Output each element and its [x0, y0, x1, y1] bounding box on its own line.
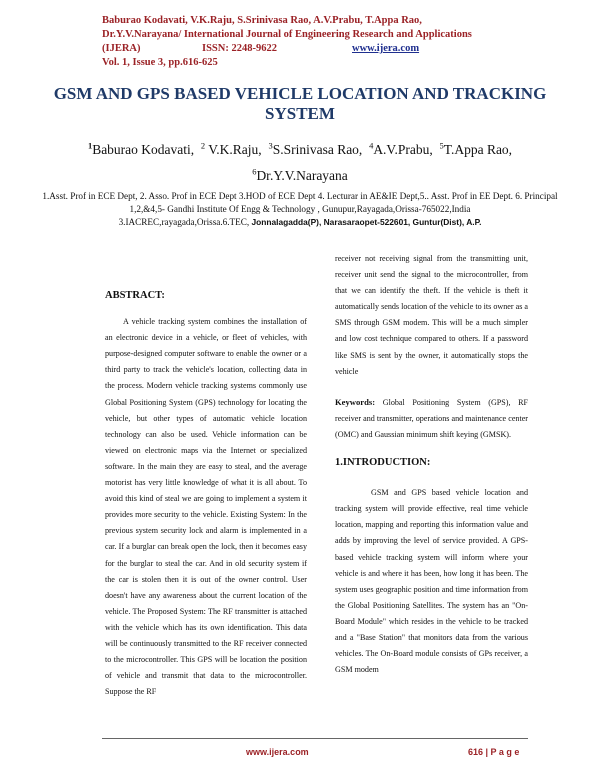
author: $^2$ V.K.Raju,: [200, 140, 262, 157]
running-header-journal: Dr.Y.V.Narayana/ International Journal of Engineering Research and Applications: [102, 29, 472, 40]
author: $^1$Baburao Kodavati,: [87, 140, 195, 157]
right-column: [335, 251, 528, 678]
journal-abbreviation: (IJERA): [102, 43, 141, 54]
abstract-text: A vehicle tracking system combines the installation of an electronic device in a vehicle, or fleet of vehicles, with purpose-designed computer software to enable the owner or a third party to track the vehicle's location, collecting data in the process. Modern vehicle tracking systems commonly use Global Positioning System (GPS) technology for locating the vehicle, but other types of automatic vehicle location technology can also be used. Vehicle information can be viewed on electronic maps via the Internet or specialized software. In the main they are easy to steal, and the average motorist has very little knowledge of what it is all about. To avoid this kind of steal we are going to implement a system it provides more security to the vehicle. Existing System: In the previous system security lock and alarm is implemented in a car. If a burglar can break open the lock, then it becomes easy for the burglar to steal the car. And in old security system if the car is stolen then it is out of the owner control. User doesn't have any awareness about the current location of the vehicle. The Proposed System: The RF transmitter is attached with the vehicle which has its own identification. This data will be continuously transmitted to the RF receiver connected to the microcontroller. This GPS will be location the position of vehicle and transmit that data to the microcontroller. Suppose the RF: [105, 317, 307, 697]
page-number: 616 | P a g e: [468, 747, 520, 757]
volume-issue: Vol. 1, Issue 3, pp.616-625: [102, 57, 218, 68]
affiliation-institute: 1,2,&4,5- Gandhi Institute Of Engg & Technology , Gunupur,Rayagada,Orissa-765022,India: [129, 204, 471, 215]
left-column: [105, 288, 307, 700]
author-list: [40, 134, 560, 187]
introduction-text: GSM and GPS based vehicle location and tracking system will provide effective, real time vehicle location, mapping and reporting this information value and adds by improving the level of service provided. A GPS-based vehicle tracking system will inform where your vehicle is and where it has been, how long it has been. The system uses geographic position and time information from the Global Positioning Satellites. The system has an "On-Board Module" which resides in the vehicle to be tracked and a "Base Station" that monitors data from the various vehicles. The On-Board module consists of GPs receiver, a GSM modem: [335, 488, 528, 675]
keywords-text: Global Positioning System (GPS), RF receiver and transmitter, operations and maintenance center (OMC) and Gaussian minimum shift keying (GMSK).: [335, 397, 529, 439]
abstract-continued: receiver not receiving signal from the transmitting unit, receiver unit send the signal to the microcontroller, from that we can identify the theft. If the vehicle is theft it automatically sends location of the vehicle to its owner as a SMS through GSM modem. This will be a much simpler and low cost technique compared to others. If a password like SMS is sent by the owner, it automatically stops the vehicle: [335, 254, 528, 376]
keywords: [335, 394, 528, 443]
running-header-issn-line: [102, 42, 419, 55]
journal-website-link[interactable]: www.ijera.com: [352, 43, 420, 54]
author: $^6$Dr.Y.V.Narayana: [252, 166, 348, 183]
abstract-heading: ABSTRACT:: [105, 290, 165, 301]
author: $^3$S.Srinivasa Rao,: [268, 140, 363, 157]
issn: ISSN: 2248-9622: [202, 43, 277, 54]
affiliations: [20, 190, 580, 230]
affiliation-other: 3.IACREC,rayagada,Orissa.6.TEC, Jonnalagadda(P), Narasaraopet-522601, Guntur(Dist), A.P.: [118, 217, 482, 228]
footer-divider: [102, 738, 528, 739]
paper-title: GSM AND GPS BASED VEHICLE LOCATION AND TRACKING SYSTEM: [53, 84, 547, 123]
keywords-label: Keywords:: [335, 396, 376, 407]
introduction-heading: 1.INTRODUCTION:: [335, 457, 431, 469]
author: $^4$A.V.Prabu,: [369, 140, 433, 157]
affiliation-roles: 1.Asst. Prof in ECE Dept, 2. Asso. Prof in ECE Dept 3.HOD of ECE Dept 4. Lecturar in AE&IE Dept,5.. Asst. Prof in EE Dept. 6. Principal: [42, 191, 558, 201]
running-header-authors: Baburao Kodavati, V.K.Raju, S.Srinivasa Rao, A.V.Prabu, T.Appa Rao,: [102, 15, 422, 26]
footer-website[interactable]: www.ijera.com: [246, 747, 309, 757]
author: $^5$T.Appa Rao,: [439, 140, 513, 157]
